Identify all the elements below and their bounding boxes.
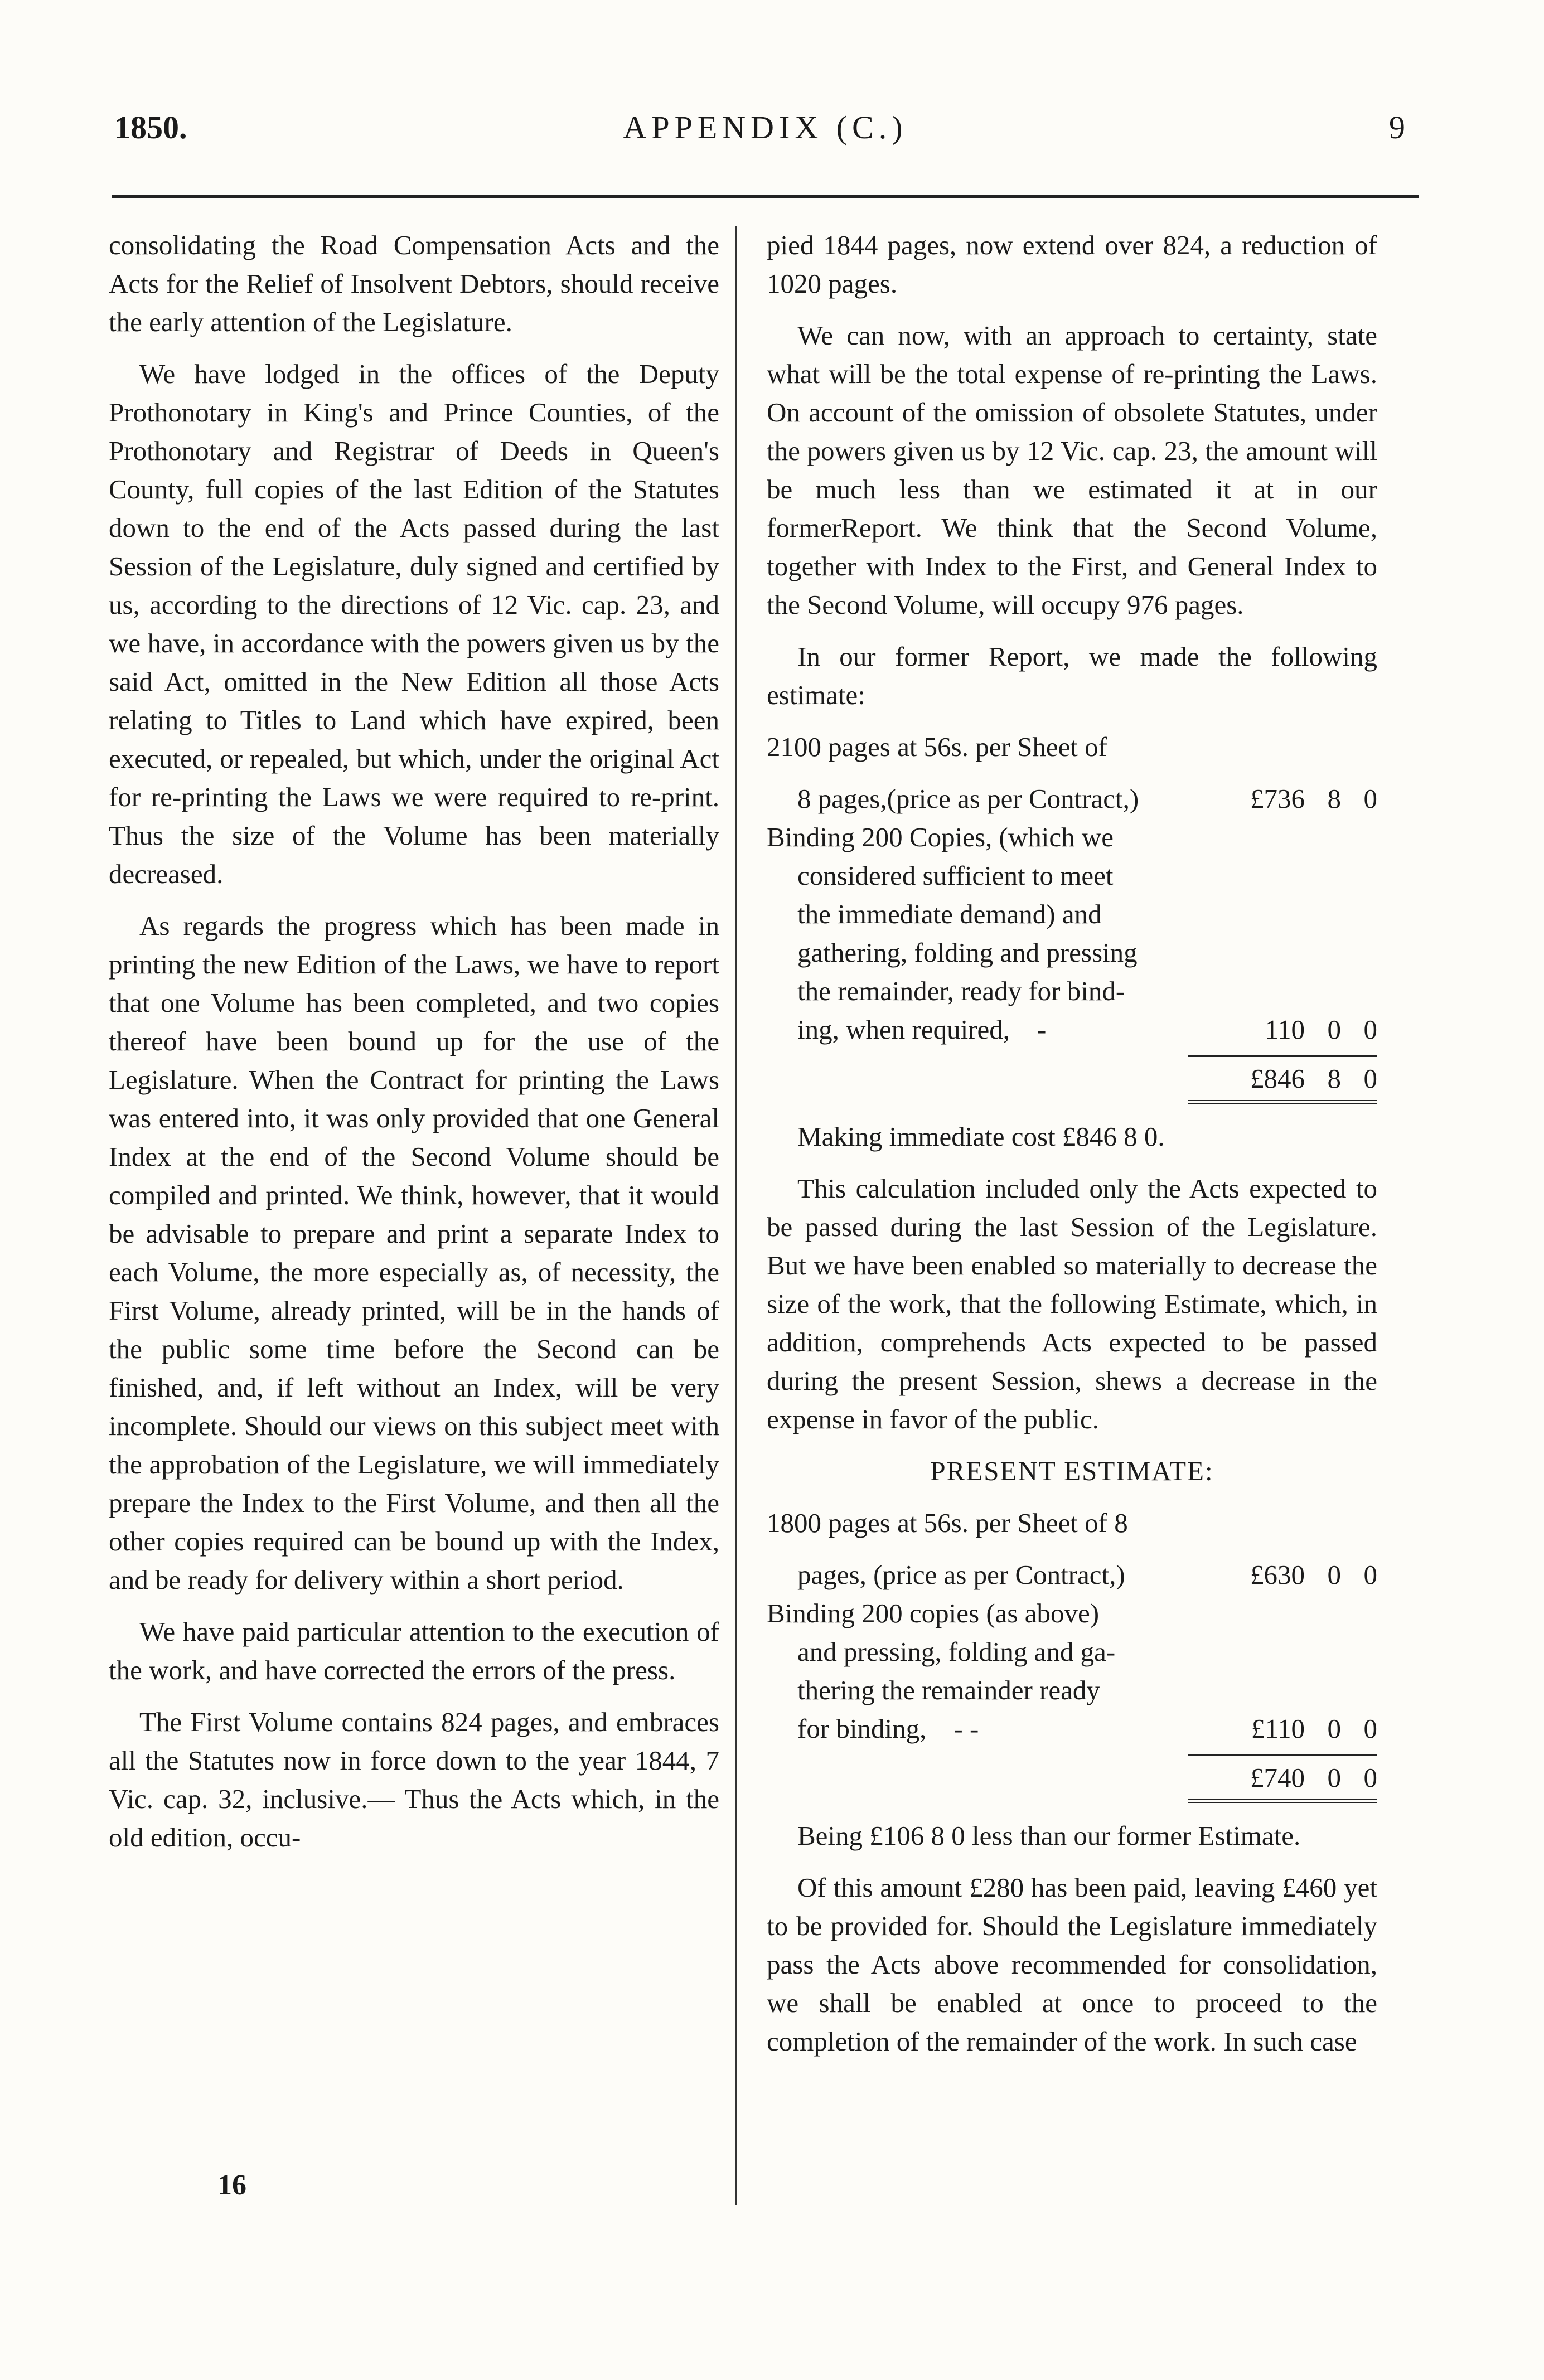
amount-shillings: 0 <box>1327 1014 1341 1045</box>
estimate-line: the remainder, ready for bind- <box>797 976 1125 1006</box>
estimate-row <box>767 779 1377 818</box>
paragraph: The First Volume contains 824 pages, and embraces all the Statutes now in force down to the year 1844, 7 Vic. cap. 32, inclusive.— Thus the Acts which, in the old edition, occu- <box>109 1707 719 1853</box>
estimate-row <box>767 1594 1377 1748</box>
page-number: 9 <box>1389 109 1405 146</box>
amount-pence: 0 <box>1363 1713 1377 1744</box>
total-amount <box>1188 1055 1377 1104</box>
total-pence: 0 <box>1363 1762 1377 1793</box>
paragraph: We have paid particular attention to the execution of the work, and have corrected the errors of the press. <box>109 1616 719 1685</box>
estimate-line: thering the remainder ready <box>797 1675 1100 1705</box>
paragraph: We can now, with an approach to certainty, state what will be the total expense of re-printing the Laws. On account of the omission of obsolete Statutes, under the powers given us by 12 Vic. cap. 23, the amount will be much less than we estimated it at in our formerReport. We think that the Second Volume, together with Index to the First, and General Index to the Second Volume, will occupy 976 pages. <box>767 320 1377 620</box>
amount <box>1227 1555 1377 1594</box>
amount <box>1227 779 1377 818</box>
estimate-total-row <box>767 1049 1377 1104</box>
paragraph: Making immediate cost £846 8 0. <box>797 1121 1165 1152</box>
signature-mark: 16 <box>217 2169 246 2201</box>
estimate-row <box>767 1555 1377 1594</box>
amount-pence: 0 <box>1363 783 1377 814</box>
estimate-line: 1800 pages at 56s. per Sheet of 8 <box>767 1508 1128 1538</box>
amount-pounds: £736 <box>1250 783 1305 814</box>
paragraph: In our former Report, we made the following estimate: <box>767 641 1377 710</box>
leader-dash: - - <box>953 1713 979 1744</box>
total-shillings: 0 <box>1327 1762 1341 1793</box>
former-estimate-table <box>767 728 1377 1104</box>
amount-pounds: 110 <box>1265 1014 1305 1045</box>
total-pounds: £740 <box>1250 1762 1305 1793</box>
estimate-line: Binding 200 copies (as above) <box>767 1598 1100 1628</box>
estimate-item <box>767 818 1227 1049</box>
amount <box>1227 1709 1377 1748</box>
header-rule <box>112 195 1419 198</box>
amount <box>1227 1010 1377 1049</box>
paragraph: As regards the progress which has been made in printing the new Edition of the Laws, we have to report that one Volume has been completed, and two copies thereof have been bound up for the use of the Legislature. When the Contract for printing the Laws was entered into, it was only provided that one General Index at the end of the Second Volume should be compiled and printed. We think, however, that it would be advisable to prepare and print a separate Index to each Volume, the more especially as, of necessity, the First Volume, already printed, will be in the hands of the public some time before the Second can be finished, and, if left without an Index, will be very incomplete. Should our views on this subject meet with the approbation of the Legislature, we will immediately prepare the Index to the First Volume, and then all the other copies required can be bound up with the Index, and be ready for delivery within a short period. <box>109 910 719 1595</box>
amount-shillings: 8 <box>1327 783 1341 814</box>
estimate-line: pages, (price as per Contract,) <box>797 1559 1125 1590</box>
estimate-line: for binding, <box>797 1713 927 1744</box>
paragraph: pied 1844 pages, now extend over 824, a reduction of 1020 pages. <box>767 230 1377 299</box>
estimate-line: gathering, folding and pressing <box>797 937 1138 968</box>
leader-dash: - <box>1037 1014 1047 1045</box>
total-amount <box>1188 1754 1377 1803</box>
amount-pounds: £110 <box>1251 1713 1305 1744</box>
present-estimate-heading: PRESENT ESTIMATE: <box>930 1456 1214 1486</box>
estimate-line: the immediate demand) and <box>797 899 1102 929</box>
paragraph: consolidating the Road Compensation Acts and the Acts for the Relief of Insolvent Debtors, should receive the early attention of the Legislature. <box>109 230 719 337</box>
amount-pence: 0 <box>1363 1014 1377 1045</box>
amount-shillings: 0 <box>1327 1713 1341 1744</box>
amount-pence: 0 <box>1363 1559 1377 1590</box>
column-divider <box>735 226 737 2205</box>
left-column <box>109 226 719 1870</box>
paragraph: Of this amount £280 has been paid, leaving £460 yet to be provided for. Should the Legislature immediately pass the Acts above recommended for consolidation, we shall be enabled at once to proceed to the completion of the remainder of the work. In such case <box>767 1872 1377 2057</box>
estimate-line: and pressing, folding and ga- <box>797 1636 1116 1667</box>
estimate-row <box>767 818 1377 1049</box>
estimate-line: considered sufficient to meet <box>797 860 1114 891</box>
total-shillings: 8 <box>1327 1063 1341 1094</box>
header-year: 1850. <box>114 109 187 146</box>
right-column <box>767 226 1377 2074</box>
present-estimate-table <box>767 1504 1377 1803</box>
total-pence: 0 <box>1363 1063 1377 1094</box>
estimate-total-row <box>767 1748 1377 1803</box>
estimate-line: ing, when required, <box>797 1014 1010 1045</box>
estimate-line: 2100 pages at 56s. per Sheet of <box>767 731 1107 762</box>
estimate-line: Binding 200 Copies, (which we <box>767 822 1114 852</box>
estimate-item <box>767 1594 1227 1748</box>
paragraph: Being £106 8 0 less than our former Estimate. <box>797 1820 1301 1851</box>
header-title: APPENDIX (C.) <box>623 109 908 146</box>
total-pounds: £846 <box>1250 1063 1305 1094</box>
paragraph: We have lodged in the offices of the Deputy Prothonotary in King's and Prince Counties, of the Prothonotary and Registrar of Deeds in Queen's County, full copies of the last Edition of the Statutes down to the end of the Acts passed during the last Session of the Legislature, duly signed and certified by us, according to the directions of 12 Vic. cap. 23, and we have, in accordance with the powers given us by the said Act, omitted in the New Edition all those Acts relating to Titles to Land which have expired, been executed, or repealed, but which, under the original Act for re-printing the Laws we were required to re-print. Thus the size of the Volume has been materially decreased. <box>109 358 719 889</box>
amount-pounds: £630 <box>1250 1559 1305 1590</box>
running-header <box>114 109 1416 153</box>
amount-shillings: 0 <box>1327 1559 1341 1590</box>
estimate-line: 8 pages,(price as per Contract,) <box>797 783 1139 814</box>
paragraph: This calculation included only the Acts expected to be passed during the last Session of the Legislature. But we have been enabled so materially to decrease the size of the work, that the following Estimate, which, in addition, comprehends Acts expected to be passed during the present Session, shews a decrease in the expense in favor of the public. <box>767 1173 1377 1434</box>
